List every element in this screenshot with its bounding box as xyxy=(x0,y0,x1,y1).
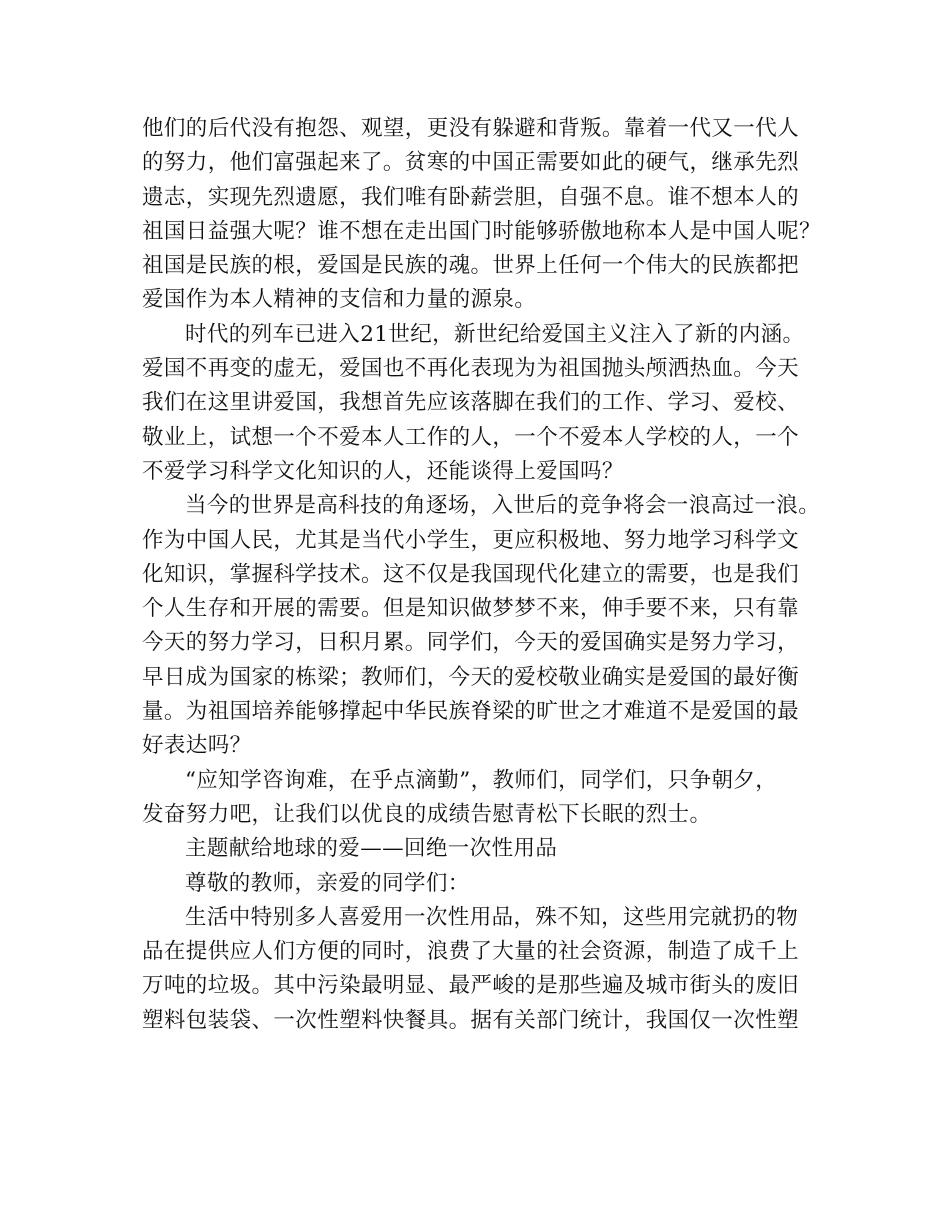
section-title xyxy=(142,832,832,866)
document-body xyxy=(142,112,832,1038)
paragraph-5 xyxy=(142,901,832,1038)
text-line: 时代的列车已进入21世纪，新世纪给爱国主义注入了新的内涵。 xyxy=(185,321,805,347)
text-line: 我们在这里讲爱国，我想首先应该落脚在我们的工作、学习、爱校、 xyxy=(142,390,800,416)
text-line: 爱国作为本人精神的支信和力量的源泉。 xyxy=(142,287,537,313)
salutation xyxy=(142,867,832,901)
text-line: 生活中特别多人喜爱用一次性用品，殊不知，这些用完就扔的物 xyxy=(185,904,799,930)
text-line: 今天的努力学习，日积月累。同学们，今天的爱国确实是努力学习， xyxy=(142,630,800,656)
text-line: 遗志，实现先烈遗愿，我们唯有卧薪尝胆，自强不息。谁不想本人的 xyxy=(142,184,800,210)
text-line: 当今的世界是高科技的角逐场，入世后的竞争将会一浪高过一浪。 xyxy=(185,493,821,519)
text-line: 发奋努力吧，让我们以优良的成绩告慰青松下长眠的烈士。 xyxy=(142,801,712,827)
text-line: 品在提供应人们方便的同时，浪费了大量的社会资源，制造了成千上 xyxy=(142,939,800,965)
text-line: 塑料包装袋、一次性塑料快餐具。据有关部门统计，我国仅一次性塑 xyxy=(142,1007,800,1033)
paragraph-2 xyxy=(142,318,832,489)
text-line: 早日成为国家的栋梁；教师们，今天的爱校敬业确实是爱国的最好衡 xyxy=(142,664,800,690)
text-line: 尊敬的教师，亲爱的同学们： xyxy=(185,870,470,896)
text-line: 的努力，他们富强起来了。贫寒的中国正需要如此的硬气，继承先烈 xyxy=(142,150,800,176)
paragraph-4 xyxy=(142,764,832,833)
text-line: 主题献给地球的爱——回绝一次性用品 xyxy=(185,836,558,862)
text-line: 不爱学习科学文化知识的人，还能谈得上爱国吗？ xyxy=(142,458,624,484)
text-line: 个人生存和开展的需要。但是知识做梦梦不来，伸手要不来，只有靠 xyxy=(142,596,800,622)
text-line: 爱国不再变的虚无，爱国也不再化表现为为祖国抛头颅洒热血。今天 xyxy=(142,356,800,382)
text-line: 作为中国人民，尤其是当代小学生，更应积极地、努力地学习科学文 xyxy=(142,527,800,553)
text-line: “应知学咨询难，在乎点滴勤”，教师们，同学们，只争朝夕， xyxy=(185,767,778,793)
paragraph-3 xyxy=(142,489,832,763)
text-line: 化知识，掌握科学技术。这不仅是我国现代化建立的需要，也是我们 xyxy=(142,561,800,587)
text-line: 好表达吗？ xyxy=(142,733,252,759)
text-line: 万吨的垃圾。其中污染最明显、最严峻的是那些遍及城市街头的废旧 xyxy=(142,973,800,999)
text-line: 他们的后代没有抱怨、观望，更没有躲避和背叛。靠着一代又一代人 xyxy=(142,116,800,141)
text-line: 量。为祖国培养能够撑起中华民族脊梁的旷世之才难道不是爱国的最 xyxy=(142,699,800,725)
text-line: 敬业上，试想一个不爱本人工作的人，一个不爱本人学校的人，一个 xyxy=(142,424,800,450)
text-line: 祖国是民族的根，爱国是民族的魂。世界上任何一个伟大的民族都把 xyxy=(142,253,800,279)
text-line: 祖国日益强大呢？谁不想在走出国门时能够骄傲地称本人是中国人呢？ xyxy=(142,218,821,244)
paragraph-1 xyxy=(142,112,832,318)
